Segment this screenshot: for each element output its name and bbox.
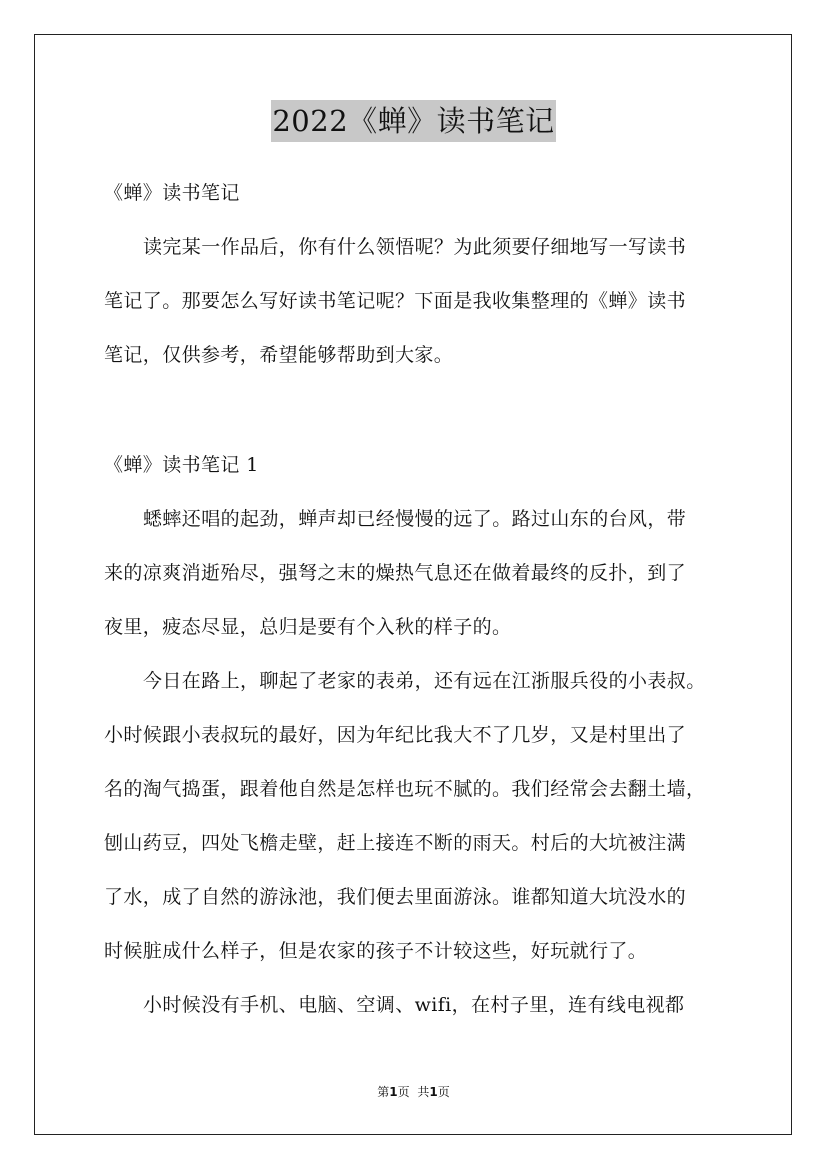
paragraph-line: 今日在路上，聊起了老家的表弟，还有远在江浙服兵役的小表叔。 xyxy=(143,670,706,692)
paragraph-line: 时候脏成什么样子，但是农家的孩子不计较这些，好玩就行了。 xyxy=(104,940,648,962)
section-heading: 《蝉》读书笔记 1 xyxy=(104,454,259,476)
footer-total-suffix: 页 xyxy=(437,1085,450,1099)
footer-page-number: 1 xyxy=(389,1085,398,1099)
title-container xyxy=(0,100,827,142)
intro-line: 笔记，仅供参考，希望能够帮助到大家。 xyxy=(104,344,454,366)
page-footer xyxy=(0,1084,827,1100)
paragraph-line: 来的凉爽消逝殆尽，强弩之末的燥热气息还在做着最终的反扑，到了 xyxy=(104,562,687,584)
paragraph-line: 蟋蟀还唱的起劲，蝉声却已经慢慢的远了。路过山东的台风，带 xyxy=(143,508,687,530)
paragraph-line: 夜里，疲态尽显，总归是要有个入秋的样子的。 xyxy=(104,616,512,638)
paragraph-line: 小时候没有手机、电脑、空调、wifi，在村子里，连有线电视都 xyxy=(143,994,685,1016)
paragraph-line: 名的淘气捣蛋，跟着他自然是怎样也玩不腻的。我们经常会去翻土墙， xyxy=(104,778,706,800)
footer-total-prefix: 共 xyxy=(417,1085,430,1099)
subtitle: 《蝉》读书笔记 xyxy=(104,182,240,204)
paragraph-line: 刨山药豆，四处飞檐走壁，赶上接连不断的雨天。村后的大坑被注满 xyxy=(104,832,687,854)
intro-line: 笔记了。那要怎么写好读书笔记呢？下面是我收集整理的《蝉》读书 xyxy=(104,290,687,312)
paragraph-line: 小时候跟小表叔玩的最好，因为年纪比我大不了几岁，又是村里出了 xyxy=(104,724,687,746)
footer-prefix: 第 xyxy=(377,1085,390,1099)
paragraph-line: 了水，成了自然的游泳池，我们便去里面游泳。谁都知道大坑没水的 xyxy=(104,886,687,908)
footer-page-suffix: 页 xyxy=(397,1085,410,1099)
footer-total-pages: 1 xyxy=(429,1085,438,1099)
intro-line: 读完某一作品后，你有什么领悟呢？为此须要仔细地写一写读书 xyxy=(143,236,687,258)
document-title: 2022《蝉》读书笔记 xyxy=(271,100,555,142)
